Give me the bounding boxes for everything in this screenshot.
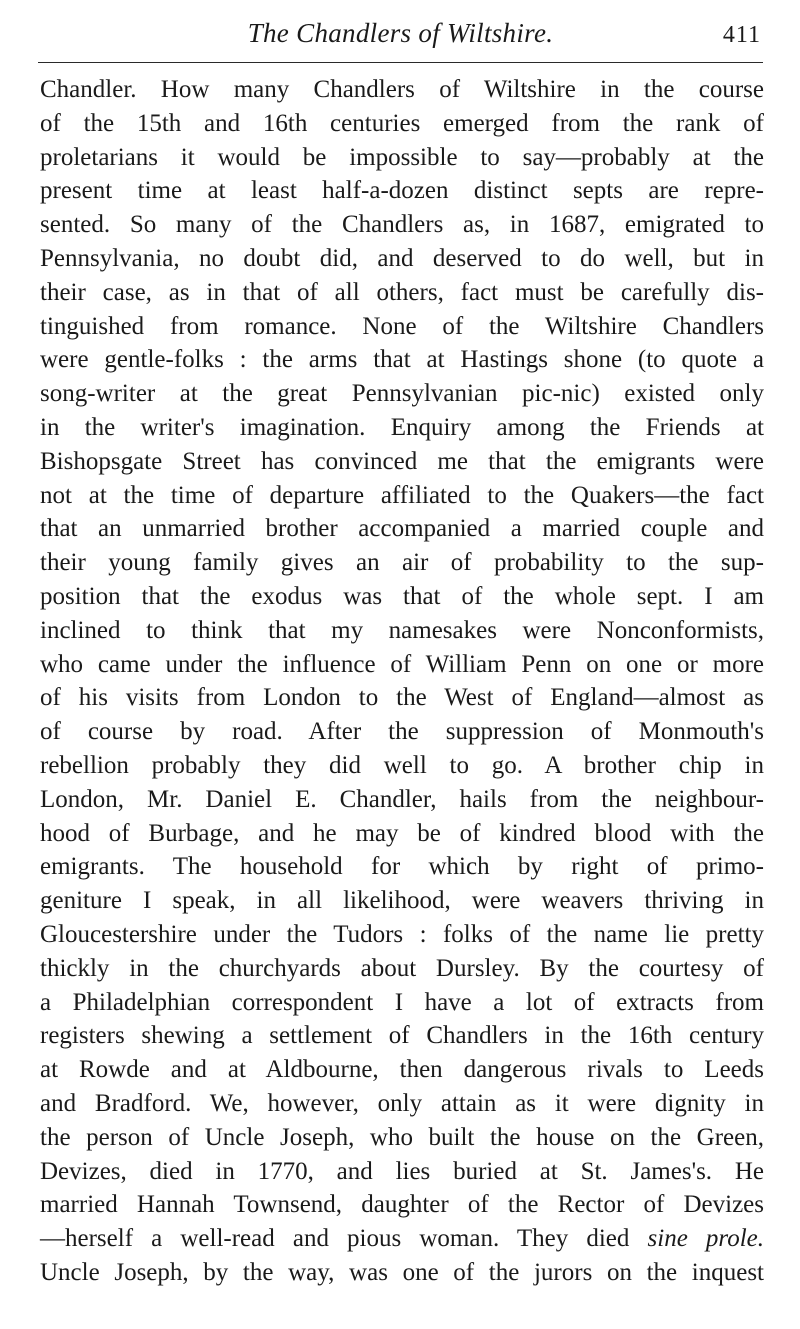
text-line: Gloucestershire under the Tudors : folks of the name lie pretty	[40, 920, 764, 948]
text-line: geniture I speak, in all likelihood, were weavers thriving in	[40, 887, 764, 915]
text-line: of his visits from London to the West of England—almost as	[40, 684, 764, 712]
text-line: that an unmarried brother accompanied a married couple and	[40, 515, 764, 543]
body-text	[40, 73, 764, 1290]
text-line: married Hannah Townsend, daughter of the Rector of Devizes	[40, 1191, 764, 1219]
text-line: hood of Burbage, and he may be of kindred blood with the	[40, 819, 764, 847]
text-line: of the 15th and 16th centuries emerged from the rank of	[40, 109, 764, 137]
text-line: Pennsylvania, no doubt did, and deserved to do well, but in	[40, 244, 764, 272]
running-head	[38, 14, 763, 54]
text-line: proletarians it would be impossible to say—probably at the	[40, 143, 764, 171]
text-line: were gentle-folks : the arms that at Hastings shone (to quote a	[40, 346, 764, 374]
text-line: emigrants. The household for which by right of primo-	[40, 853, 764, 881]
text-line: Uncle Joseph, by the way, was one of the jurors on the inquest	[40, 1258, 764, 1286]
italic-phrase: sine prole.	[647, 1225, 764, 1253]
text-line: Chandler. How many Chandlers of Wiltshire in the course	[40, 76, 764, 103]
text-line: registers shewing a settlement of Chandlers in the 16th century	[40, 1022, 764, 1050]
text-line: position that the exodus was that of the whole sept. I am	[40, 582, 764, 610]
text-line: present time at least half-a-dozen distinct septs are repre-	[40, 177, 764, 205]
text-line: tinguished from romance. None of the Wiltshire Chandlers	[40, 312, 764, 340]
text-line: who came under the influence of William Penn on one or more	[40, 650, 764, 678]
header-rule	[38, 62, 763, 63]
text-line: sented. So many of the Chandlers as, in 1687, emigrated to	[40, 211, 764, 239]
text-line: London, Mr. Daniel E. Chandler, hails from the neighbour-	[40, 785, 764, 813]
text-line: thickly in the churchyards about Dursley. By the courtesy of	[40, 954, 764, 982]
page-number: 411	[722, 22, 761, 48]
text-line: and Bradford. We, however, only attain as it were dignity in	[40, 1089, 764, 1117]
text-line: a Philadelphian correspondent I have a lot of extracts from	[40, 988, 764, 1016]
text-line: not at the time of departure affiliated to the Quakers—the fact	[40, 481, 764, 509]
text-line: in the writer's imagination. Enquiry among the Friends at	[40, 413, 764, 441]
text-line: inclined to think that my namesakes were Nonconformists,	[40, 616, 764, 644]
text-line: at Rowde and at Aldbourne, then dangerous rivals to Leeds	[40, 1056, 764, 1084]
text-line: Bishopsgate Street has convinced me that the emigrants were	[40, 447, 764, 475]
text-line: their young family gives an air of probability to the sup-	[40, 549, 764, 577]
text-line: rebellion probably they did well to go. A brother chip in	[40, 751, 764, 779]
text-line: of course by road. After the suppression of Monmouth's	[40, 718, 764, 746]
text-line: their case, as in that of all others, fact must be carefully dis-	[40, 278, 764, 306]
text-line-with-italic	[40, 1222, 764, 1256]
text-run: —herself a well-read and pious woman. They died	[40, 1225, 648, 1253]
running-title: The Chandlers of Wiltshire.	[247, 18, 554, 48]
text-line: Devizes, died in 1770, and lies buried at St. James's. He	[40, 1157, 764, 1185]
text-line: song-writer at the great Pennsylvanian pic-nic) existed only	[40, 380, 764, 408]
text-line: the person of Uncle Joseph, who built the house on the Green,	[40, 1123, 764, 1151]
